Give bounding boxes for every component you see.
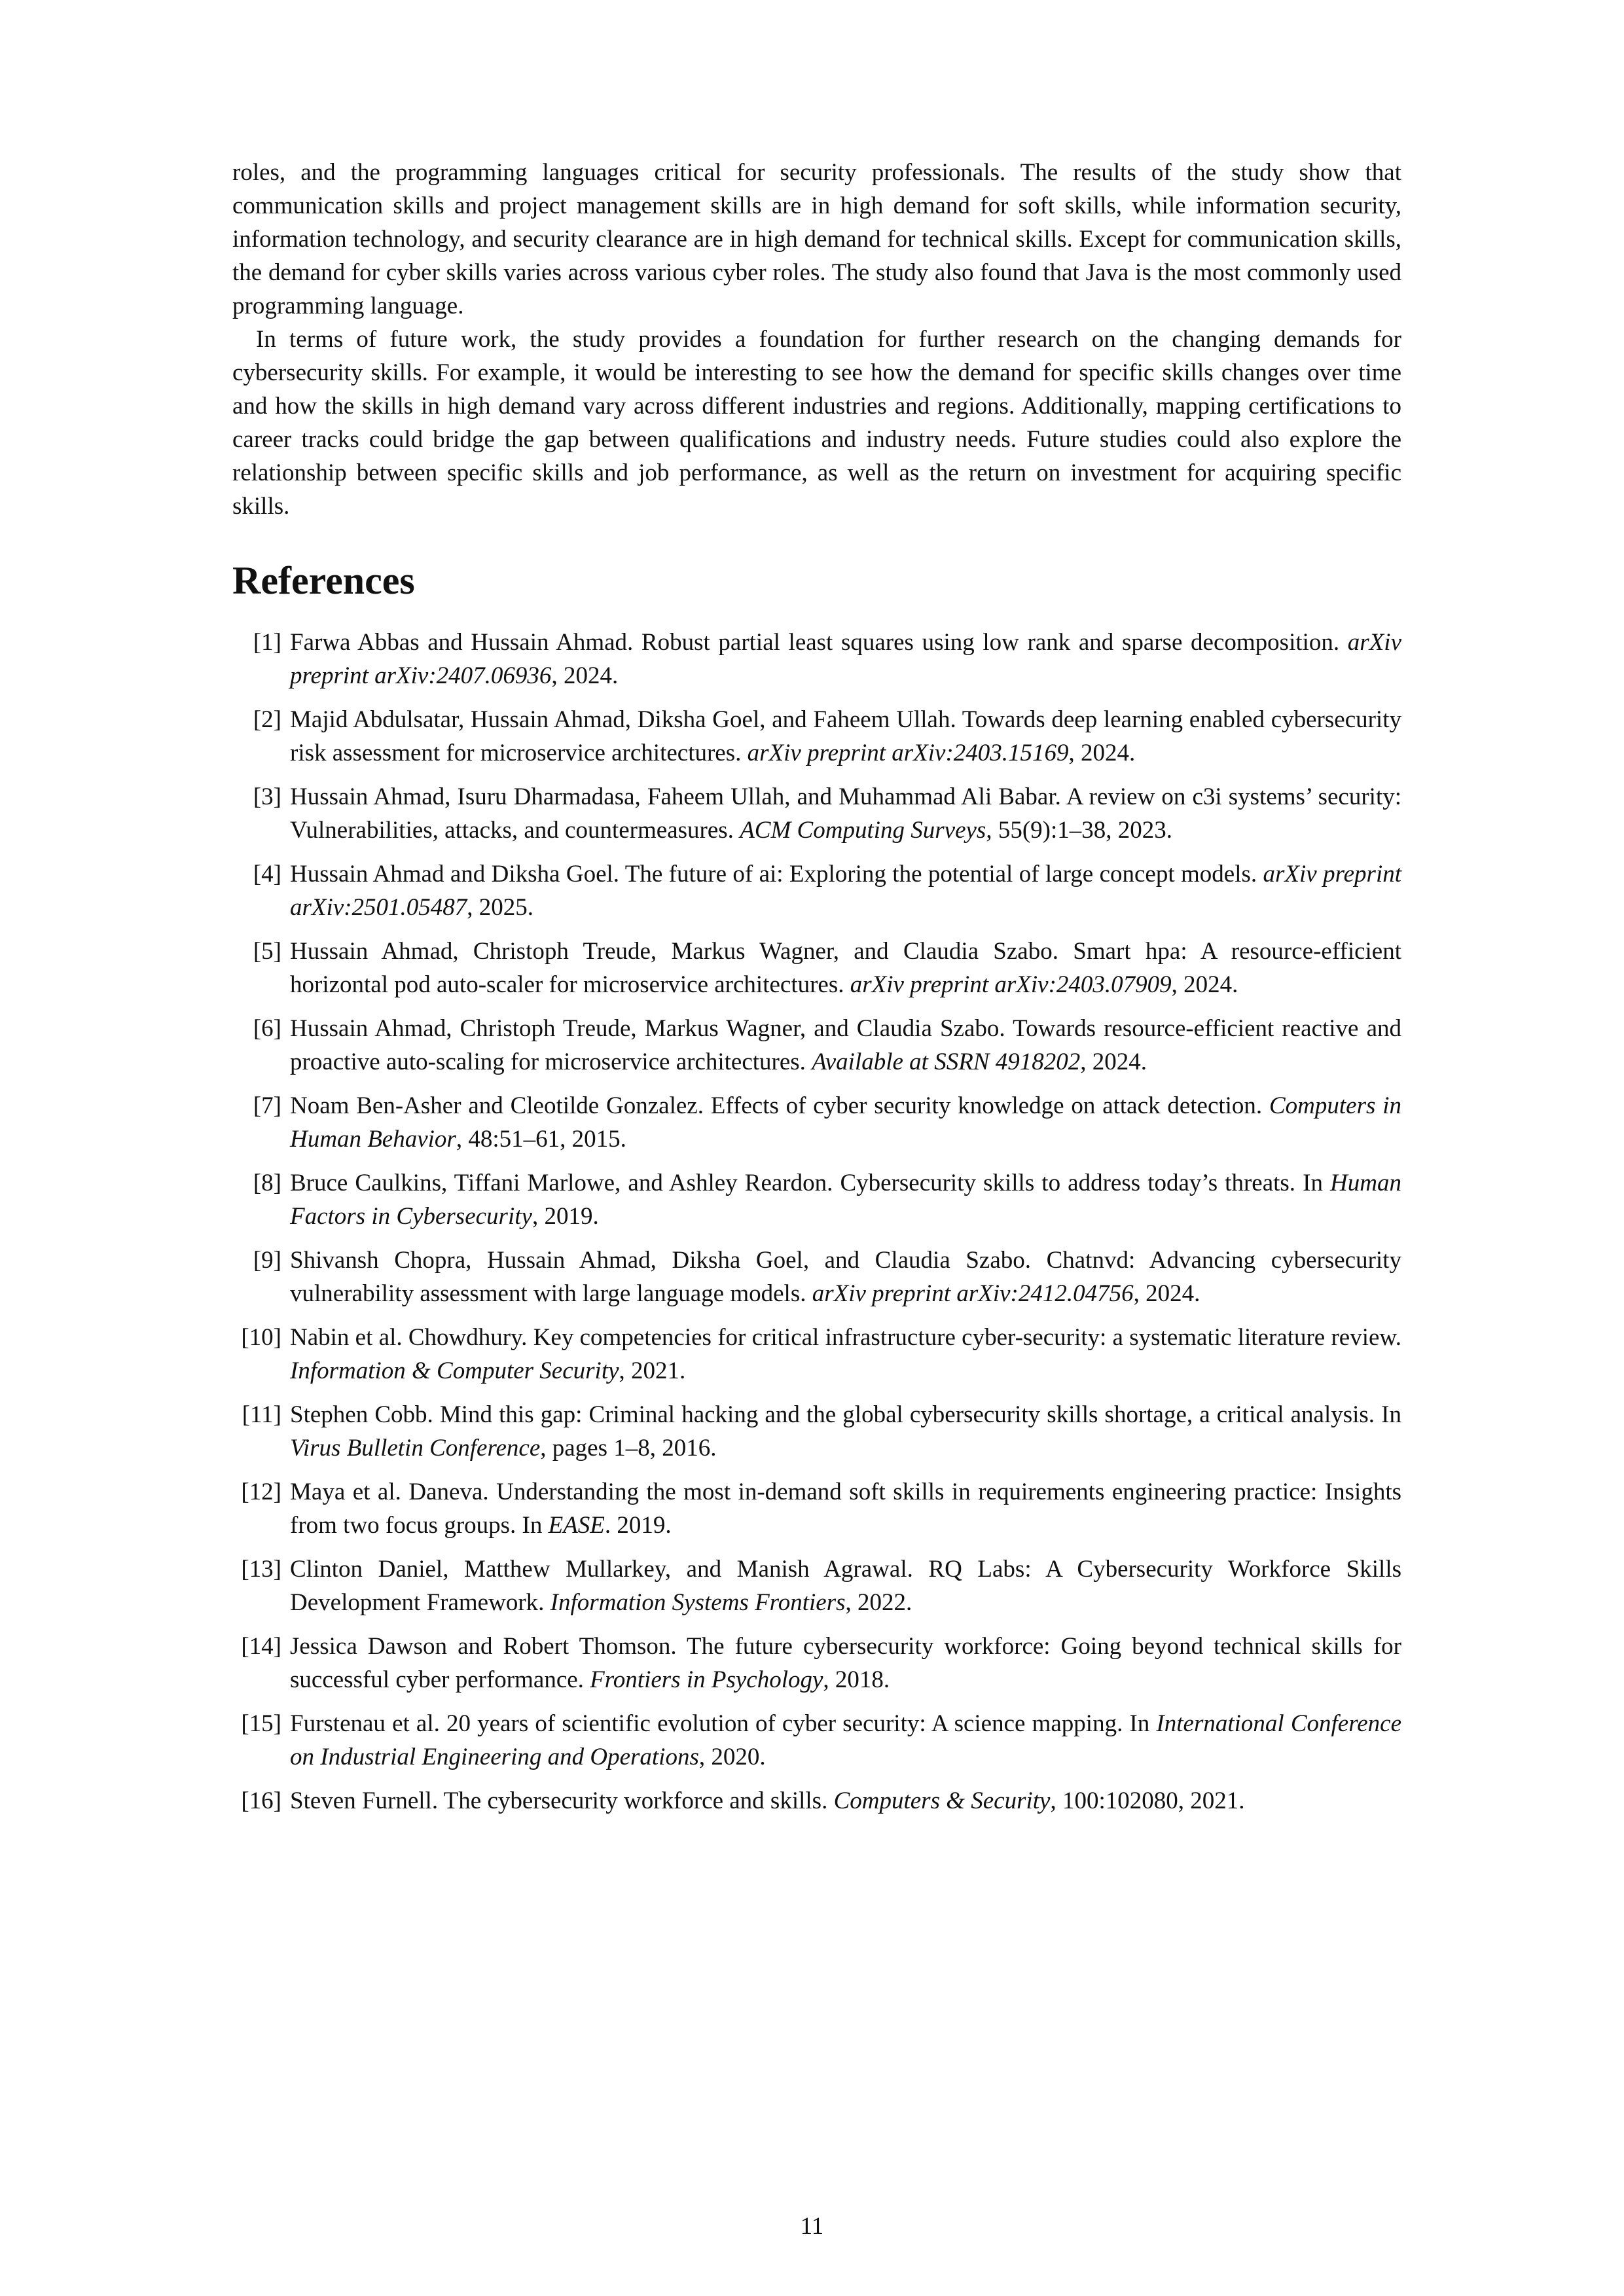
reference-number: [6] [253, 1015, 281, 1042]
reference-item [232, 703, 1401, 770]
reference-venue: Computers & Security [833, 1787, 1051, 1814]
reference-details: , 2024. [1068, 740, 1136, 766]
reference-text [290, 626, 1401, 692]
reference-authors-title: Farwa Abbas and Hussain Ahmad. Robust partial least squares using low rank and sparse decomposition. [290, 629, 1348, 656]
reference-number: [11] [242, 1401, 281, 1428]
reference-text [290, 1707, 1401, 1774]
reference-number: [2] [253, 706, 281, 733]
reference-number: [13] [241, 1556, 281, 1583]
reference-venue: Frontiers in Psychology [590, 1666, 823, 1693]
reference-venue: International Conference on Industrial Engineering and Operations [290, 1710, 1401, 1770]
reference-text [290, 1012, 1401, 1079]
reference-authors-title: Bruce Caulkins, Tiffani Marlowe, and Ashley Reardon. Cybersecurity skills to address today’s threats. In [290, 1170, 1331, 1196]
reference-authors-title: Stephen Cobb. Mind this gap: Criminal hacking and the global cybersecurity skills shortage, a critical analysis. In [290, 1401, 1401, 1428]
reference-authors-title: Majid Abdulsatar, Hussain Ahmad, Diksha Goel, and Faheem Ullah. Towards deep learning enabled cybersecurity risk assessment for microservice architectures. [290, 706, 1401, 766]
reference-details: , 2025. [467, 894, 534, 921]
reference-details: , 55(9):1–38, 2023. [986, 817, 1172, 844]
reference-item [232, 1475, 1401, 1542]
reference-item [232, 626, 1401, 692]
reference-details: , 2024. [1171, 971, 1238, 998]
reference-item [232, 1244, 1401, 1310]
reference-item [232, 1089, 1401, 1156]
reference-details: , 2024. [1133, 1280, 1200, 1307]
reference-authors-title: Hussain Ahmad, Christoph Treude, Markus Wagner, and Claudia Szabo. Smart hpa: A resource-efficient horizontal pod auto-scaler for microservice architectures. [290, 938, 1401, 998]
reference-text [290, 1552, 1401, 1619]
reference-authors-title: Hussain Ahmad, Christoph Treude, Markus Wagner, and Claudia Szabo. Towards resource-efficient reactive and proactive auto-scaling for microservice architectures. [290, 1015, 1401, 1075]
reference-text [290, 703, 1401, 770]
reference-authors-title: Noam Ben-Asher and Cleotilde Gonzalez. Effects of cyber security knowledge on attack detection. [290, 1092, 1269, 1119]
reference-number: [12] [241, 1479, 281, 1505]
body-paragraph-future-work: In terms of future work, the study provides a foundation for further research on the changing demands for cybersecurity skills. For example, it would be interesting to see how the demand for specific skills changes over time and how the skills in high demand vary across different industries and regions. Additionally, mapping certifications to career tracks could bridge the gap between qualifications and industry needs. Future studies could also explore the relationship between specific skills and job performance, as well as the return on investment for acquiring specific skills. [232, 326, 1401, 520]
reference-details: , 2018. [823, 1666, 890, 1693]
reference-venue: arXiv preprint arXiv:2403.07909 [850, 971, 1172, 998]
reference-details: . 2019. [604, 1512, 672, 1539]
reference-details: , 48:51–61, 2015. [456, 1126, 626, 1153]
reference-venue: arXiv preprint arXiv:2501.05487 [290, 861, 1402, 921]
reference-list [232, 626, 1401, 1818]
reference-number: [3] [253, 783, 281, 810]
reference-text [290, 1166, 1401, 1233]
reference-authors-title: Steven Furnell. The cybersecurity workforce and skills. [290, 1787, 834, 1814]
reference-item [232, 1166, 1401, 1233]
reference-item [232, 857, 1401, 924]
reference-item [232, 1784, 1401, 1818]
reference-details: , 2021. [619, 1357, 686, 1384]
reference-number: [1] [253, 629, 281, 656]
reference-authors-title: Jessica Dawson and Robert Thomson. The future cybersecurity workforce: Going beyond technical skills for successful cyber performance. [290, 1633, 1401, 1693]
reference-venue: Information & Computer Security [290, 1357, 619, 1384]
reference-number: [10] [241, 1324, 281, 1351]
reference-number: [4] [253, 861, 281, 888]
reference-authors-title: Maya et al. Daneva. Understanding the most in-demand soft skills in requirements engineering practice: Insights from two focus groups. In [290, 1479, 1401, 1539]
reference-number: [15] [241, 1710, 281, 1737]
reference-venue: Computers in Human Behavior [290, 1092, 1401, 1153]
reference-venue: arXiv preprint arXiv:2403.15169 [747, 740, 1069, 766]
reference-text [290, 1398, 1401, 1465]
reference-text [290, 935, 1401, 1001]
reference-details: , 100:102080, 2021. [1050, 1787, 1245, 1814]
reference-details: , 2024. [1080, 1049, 1147, 1075]
reference-authors-title: Hussain Ahmad, Isuru Dharmadasa, Faheem Ullah, and Muhammad Ali Babar. A review on c3i systems’ security: Vulnerabilities, attacks, and countermeasures. [290, 783, 1401, 844]
reference-venue: Virus Bulletin Conference [290, 1435, 541, 1462]
reference-authors-title: Nabin et al. Chowdhury. Key competencies for critical infrastructure cyber-security: a systematic literature review. [290, 1324, 1401, 1351]
reference-number: [5] [253, 938, 281, 965]
reference-item [232, 1707, 1401, 1774]
reference-item [232, 780, 1401, 847]
reference-text [290, 1321, 1401, 1388]
reference-item [232, 1398, 1401, 1465]
reference-text [290, 1475, 1401, 1542]
reference-authors-title: Hussain Ahmad and Diksha Goel. The future of ai: Exploring the potential of large concept models. [290, 861, 1263, 888]
reference-number: [7] [253, 1092, 281, 1119]
page-number: 11 [800, 2213, 824, 2240]
body-paragraph-conclusion: roles, and the programming languages critical for security professionals. The results of the study show that communication skills and project management skills are in high demand for soft skills, while information security, information technology, and security clearance are in high demand for technical skills. Except for communication skills, the demand for cyber skills varies across various cyber roles. The study also found that Java is the most commonly used programming language. [232, 159, 1401, 319]
reference-text [290, 780, 1401, 847]
paper-page [232, 156, 1401, 1828]
reference-details: , 2024. [551, 662, 619, 689]
reference-venue: Human Factors in Cybersecurity [290, 1170, 1401, 1230]
reference-text [290, 1630, 1401, 1696]
reference-details: , 2019. [532, 1203, 599, 1230]
reference-text [290, 1784, 1401, 1818]
reference-details: , pages 1–8, 2016. [540, 1435, 717, 1462]
reference-venue: Information Systems Frontiers [550, 1589, 846, 1616]
reference-number: [14] [241, 1633, 281, 1660]
reference-authors-title: Furstenau et al. 20 years of scientific evolution of cyber security: A science mapping. In [290, 1710, 1157, 1737]
reference-text [290, 1244, 1401, 1310]
reference-number: [9] [253, 1247, 281, 1274]
reference-venue: EASE [548, 1512, 605, 1539]
reference-item [232, 1012, 1401, 1079]
reference-item [232, 1321, 1401, 1388]
reference-number: [8] [253, 1170, 281, 1196]
reference-venue: Available at SSRN 4918202 [812, 1049, 1081, 1075]
reference-number: [16] [241, 1787, 281, 1814]
reference-details: , 2020. [698, 1744, 766, 1770]
reference-text [290, 857, 1401, 924]
reference-authors-title: Shivansh Chopra, Hussain Ahmad, Diksha Goel, and Claudia Szabo. Chatnvd: Advancing cybersecurity vulnerability assessment with large language models. [290, 1247, 1401, 1307]
reference-item [232, 1552, 1401, 1619]
reference-item [232, 935, 1401, 1001]
reference-item [232, 1630, 1401, 1696]
reference-venue: ACM Computing Surveys [740, 817, 986, 844]
reference-text [290, 1089, 1401, 1156]
section-heading-references: References [232, 559, 415, 602]
reference-authors-title: Clinton Daniel, Matthew Mullarkey, and Manish Agrawal. RQ Labs: A Cybersecurity Workforce Skills Development Framework. [290, 1556, 1401, 1616]
reference-venue: arXiv preprint arXiv:2407.06936 [290, 629, 1401, 689]
reference-details: , 2022. [845, 1589, 912, 1616]
reference-venue: arXiv preprint arXiv:2412.04756 [812, 1280, 1134, 1307]
